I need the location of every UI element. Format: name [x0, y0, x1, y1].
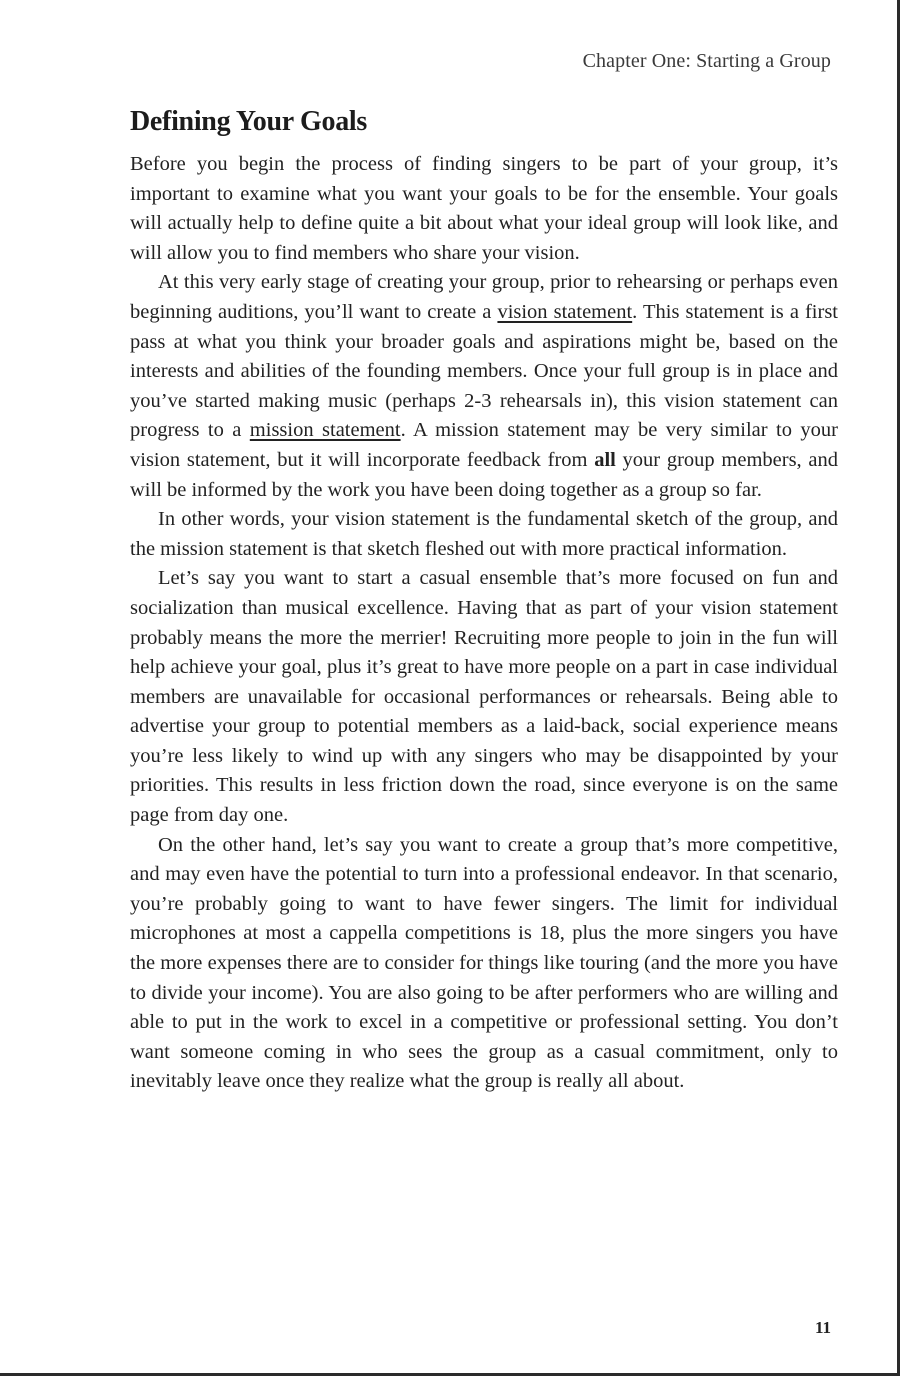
paragraph-2 [130, 268, 838, 505]
paragraph-5: On the other hand, let’s say you want to create a group that’s more competitive, and may even have the potential to turn into a professional endeavor. In that scenario, you’re probably going to want to have fewer singers. The limit for individual microphones at most a cappella competitions is 18, plus the more singers you have the more expenses there are to consider for things like touring (and the more you have to divide your income). You are also going to be after performers who are willing and able to put in the work to excel in a competitive or professional setting. You don’t want someone coming in who sees the group as a casual commitment, only to inevitably leave once they realize what the group is really all about. [130, 833, 838, 1093]
paragraph-2-text-c: . This statement is a first pass at what you think your broader goals and aspirations might be, based on the interests and abilities of the founding members. Once your full group is in place and you’ve started making music (perhaps 2-3 rehearsals in), this vision statement can progress to a [130, 300, 838, 442]
paragraph-4: Let’s say you want to start a casual ensemble that’s more focused on fun and socialization than musical excellence. Having that as part of your vision statement probably means the more the merrier! Recruiting more people to join in the fun will help achieve your goal, plus it’s great to have more people on a part in case individual members are unavailable for occasional performances or rehearsals. Being able to advertise your group to potential members as a laid-back, social experience means you’re less likely to wind up with any singers who may be disappointed by your priorities. This results in less friction down the road, since everyone is on the same page from day one. [130, 567, 838, 827]
paragraph-2-text-g: your group members, and will be informed by the work you have been doing together as a group so far. [130, 448, 838, 501]
section-heading: Defining Your Goals [130, 106, 368, 137]
paragraph-2-text-a: At this very early stage of creating your group, prior to rehearsing or perhaps even beginning auditions, you’ll want to create a [130, 271, 838, 323]
running-head: Chapter One: Starting a Group [582, 50, 831, 72]
paragraph-2-text-e: . A mission statement may be very similar to your vision statement, but it will incorporate feedback from [130, 419, 838, 471]
page-number: 11 [814, 1318, 831, 1337]
vision-statement-term: vision statement [497, 300, 633, 323]
emphasis-all: all [594, 448, 616, 471]
paragraph-3: In other words, your vision statement is the fundamental sketch of the group, and the mission statement is that sketch fleshed out with more practical information. [130, 508, 838, 560]
body-text [130, 150, 838, 1097]
mission-statement-term: mission statement [249, 419, 401, 442]
paragraph-1: Before you begin the process of finding singers to be part of your group, it’s important to examine what you want your goals to be for the ensemble. Your goals will actually help to define quite a bit about what your ideal group will look like, and will allow you to find members who share your vision. [130, 153, 838, 264]
